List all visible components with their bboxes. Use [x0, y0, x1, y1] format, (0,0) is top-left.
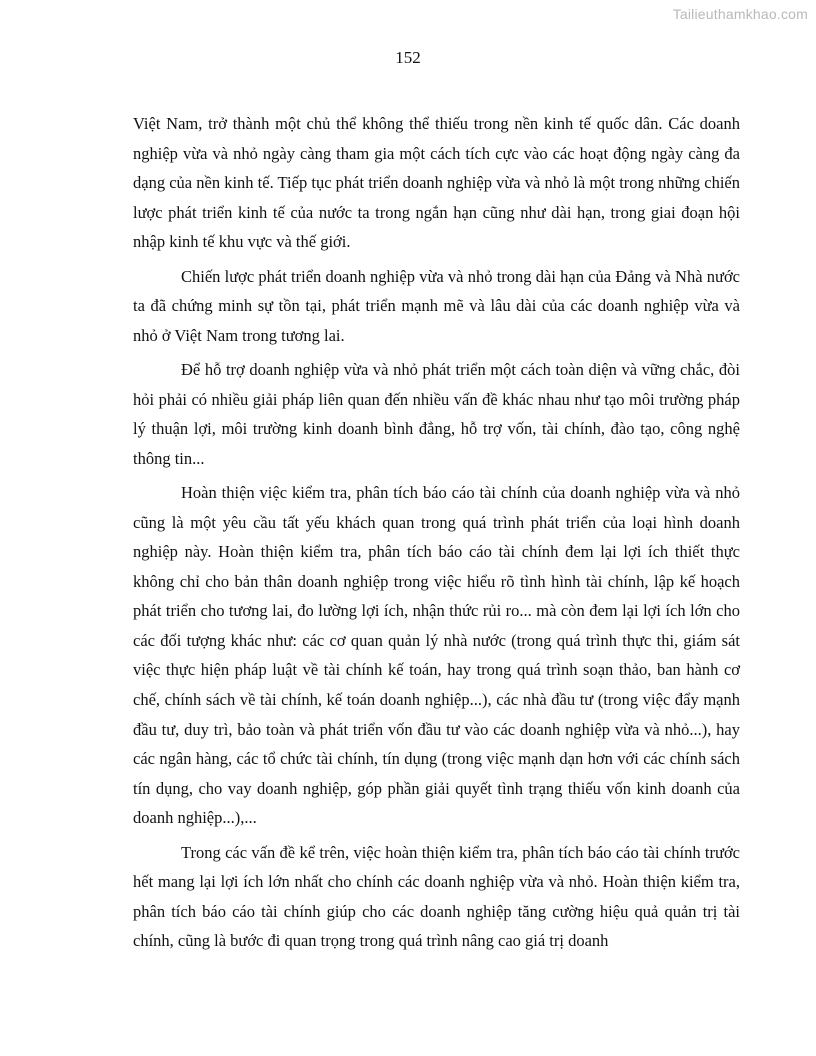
document-body [133, 109, 740, 961]
page-number: 152 [395, 48, 421, 67]
paragraph-1: Việt Nam, trở thành một chủ thể không thể thiếu trong nền kinh tế quốc dân. Các doanh nghiệp vừa và nhỏ ngày càng tham gia một cách tích cực vào các hoạt động ngày càng đa dạng của nền kinh tế. Tiếp tục phát triển doanh nghiệp vừa và nhỏ là một trong những chiến lược phát triển kinh tế của nước ta trong ngắn hạn cũng như dài hạn, trong giai đoạn hội nhập kinh tế khu vực và thế giới. [133, 114, 740, 252]
paragraph-5: Trong các vấn đề kể trên, việc hoàn thiện kiểm tra, phân tích báo cáo tài chính trước hết mang lại lợi ích lớn nhất cho chính các doanh nghiệp vừa và nhỏ. Hoàn thiện kiểm tra, phân tích báo cáo tài chính giúp cho các doanh nghiệp tăng cường hiệu quả quản trị tài chính, cũng là bước đi quan trọng trong quá trình nâng cao giá trị doanh [133, 842, 740, 951]
paragraph-3: Để hỗ trợ doanh nghiệp vừa và nhỏ phát triển một cách toàn diện và vững chắc, đòi hỏi phải có nhiều giải pháp liên quan đến nhiều vấn đề khác nhau như tạo môi trường pháp lý thuận lợi, môi trường kinh doanh bình đẳng, hỗ trợ vốn, tài chính, đào tạo, công nghệ thông tin... [133, 359, 740, 468]
paragraph-4: Hoàn thiện việc kiểm tra, phân tích báo cáo tài chính của doanh nghiệp vừa và nhỏ cũng là một yêu cầu tất yếu khách quan trong quá trình phát triển của loại hình doanh nghiệp này. Hoàn thiện kiểm tra, phân tích báo cáo tài chính đem lại lợi ích thiết thực không chỉ cho bản thân doanh nghiệp trong việc hiểu rõ tình hình tài chính, lập kế hoạch phát triển cho tương lai, đo lường lợi ích, nhận thức rủi ro... mà còn đem lại lợi ích lớn cho các đối tượng khác như: các cơ quan quản lý nhà nước (trong quá trình thực thi, giám sát việc thực hiện pháp luật về tài chính kế toán, hay trong quá trình soạn thảo, ban hành cơ chế, chính sách về tài chính, kế toán doanh nghiệp...), các nhà đầu tư (trong việc đẩy mạnh đầu tư, duy trì, bảo toàn và phát triển vốn đầu tư vào các doanh nghiệp vừa và nhỏ...), hay các ngân hàng, các tổ chức tài chính, tín dụng (trong việc mạnh dạn hơn với các chính sách tín dụng, cho vay doanh nghiệp, góp phần giải quyết tình trạng thiếu vốn kinh doanh của doanh nghiệp...),... [133, 482, 740, 828]
watermark: Tailieuthamkhao.com [672, 6, 808, 22]
paragraph-2: Chiến lược phát triển doanh nghiệp vừa và nhỏ trong dài hạn của Đảng và Nhà nước ta đã chứng minh sự tồn tại, phát triển mạnh mẽ và lâu dài của các doanh nghiệp vừa và nhỏ ở Việt Nam trong tương lai. [133, 266, 740, 345]
